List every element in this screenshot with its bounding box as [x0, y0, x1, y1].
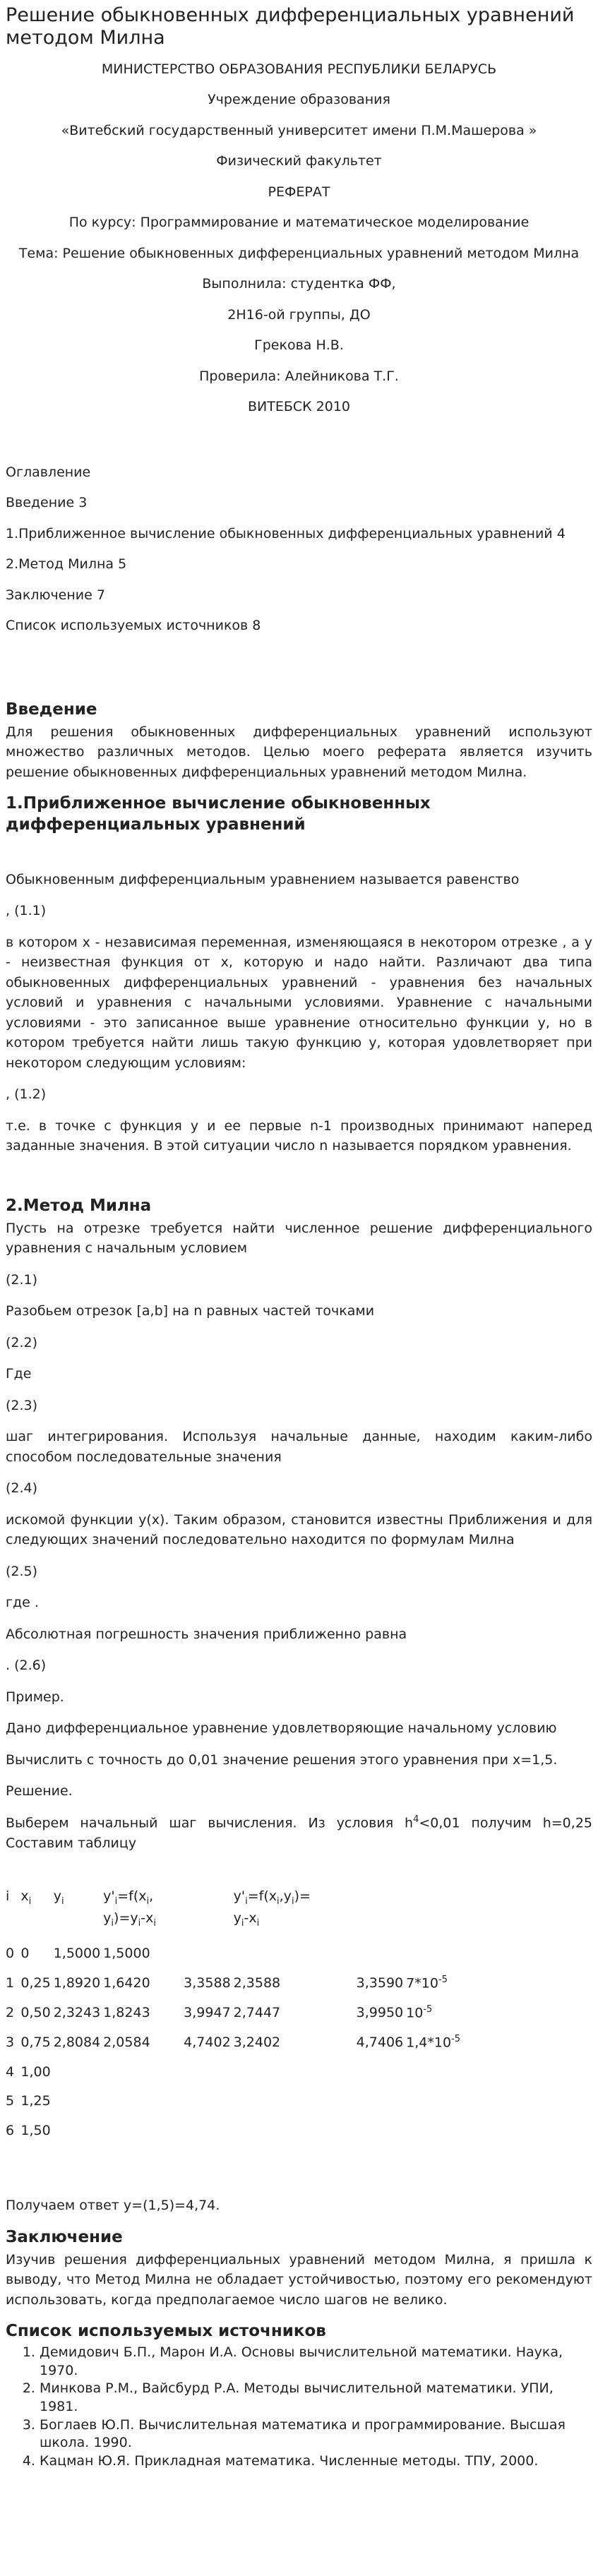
h3c-sub: i: [111, 1917, 114, 1929]
cell-c6: 3,9950: [356, 2004, 404, 2020]
chapter2-paragraph-4: шаг интегрирования. Используя начальные данные, находим каким-либо способом последовательные значения: [6, 1429, 592, 1465]
cell-y: 1,5000: [53, 1946, 101, 1962]
step-choice-text-a: Выберем начальный шаг вычисления. Из условия h: [6, 1815, 414, 1831]
header-x-sub: i: [28, 1895, 32, 1907]
chapter2-paragraph-1: Пусть на отрезке требуется найти численное решение дифференциального уравнения с начальным условием: [6, 1220, 592, 1257]
cell-i: 6: [6, 2122, 15, 2138]
sources-list: [6, 2344, 592, 2470]
header-empty-2: [321, 1887, 406, 1944]
cell-c4: 3,9947: [184, 2004, 231, 2020]
cell-c3: [103, 2092, 184, 2121]
header-derivative-1: [103, 1887, 184, 1944]
h3e-sub: i: [153, 1917, 156, 1929]
chapter1-heading: 1.Приближенное вычисление обыкновенных дифференциальных уравнений: [6, 794, 431, 834]
cell-c7: [406, 2092, 463, 2121]
cell-c4: [184, 1944, 233, 1974]
source-item: 2. Минкова Р.М., Вайсбурд Р.А. Методы вычислительной математики. УПИ, 1981.: [40, 2380, 592, 2416]
cell-y: 1,8920: [53, 1975, 101, 1991]
cell-c6: 4,7406: [356, 2034, 404, 2050]
chapter2-paragraph-7: Абсолютная погрешность значения приближенно равна: [6, 1626, 407, 1642]
cell-y: 2,8084: [53, 2034, 101, 2050]
h5e-sub: i: [241, 1917, 244, 1929]
formula-2-2: (2.2): [6, 1334, 38, 1350]
reviewer-line: Проверила: Алейникова Т.Г.: [199, 368, 399, 384]
header-y: [54, 1887, 103, 1944]
cell-c7-text: 7*10: [406, 1975, 438, 1991]
h5a-sub: i: [245, 1895, 248, 1907]
cell-i: 5: [6, 2093, 15, 2109]
solution-label: Решение.: [6, 1783, 73, 1799]
example-statement: Дано дифференциальное уравнение удовлетворяющие начальному условию: [6, 1720, 557, 1737]
cell-c5: [234, 2121, 321, 2151]
chapter2-paragraph-3: Где: [6, 1366, 32, 1382]
cell-x: 0,75: [20, 2034, 51, 2050]
header-x-text: x: [20, 1888, 29, 1905]
cell-c3: 1,5000: [103, 1946, 150, 1962]
cell-x: 0,50: [20, 2004, 51, 2020]
header-i-text: i: [6, 1888, 10, 1905]
cell-c5: 3,2402: [233, 2034, 281, 2050]
cell-y: 2,3243: [53, 2004, 101, 2020]
h5b-sub: i: [277, 1895, 280, 1907]
chapter2-paragraph-6: где .: [6, 1595, 39, 1611]
cell-i: 3: [6, 2034, 15, 2050]
institution-type-line: Учреждение образования: [208, 92, 390, 108]
cell-c3: 2,0584: [103, 2034, 150, 2050]
cell-x: 1,50: [20, 2122, 51, 2138]
cell-x: 1,00: [20, 2063, 51, 2080]
chapter1-paragraph-3: т.е. в точке с функция y и ее первые n-1 производных принимают наперед заданные значения. В этой ситуации число n называется порядком уравнения.: [6, 1118, 592, 1154]
table-of-contents: [6, 462, 592, 636]
formula-2-1: (2.1): [6, 1271, 38, 1288]
author-name-line: Грекова Н.В.: [254, 337, 344, 354]
h3a-sub: i: [114, 1895, 118, 1907]
cell-i: 0: [6, 1946, 15, 1962]
cell-c7-text: 1,4*10: [406, 2035, 452, 2051]
cell-c6: 3,3590: [356, 1975, 404, 1991]
source-item: 1. Демидович Б.П., Марон И.А. Основы вычислительной математики. Наука, 1970.: [40, 2344, 592, 2380]
cell-c7: [406, 1944, 463, 1974]
cell-i: 4: [6, 2063, 15, 2080]
header-y-text: y: [53, 1888, 61, 1905]
formula-1-1: , (1.1): [6, 903, 47, 919]
faculty-line: Физический факультет: [216, 153, 382, 169]
cell-c7: [406, 2033, 463, 2063]
cell-c7: [406, 2121, 463, 2151]
city-year-line: ВИТЕБСК 2010: [247, 399, 351, 415]
cell-c7-sup: -5: [423, 2003, 433, 2015]
cell-c7-text: 10: [406, 2005, 424, 2021]
cell-c3: 1,8243: [103, 2004, 150, 2020]
step-power: 4: [413, 1814, 419, 1825]
cell-c5: [234, 1944, 321, 1974]
table-row: [6, 2063, 463, 2092]
sources-heading: Список используемых источников: [6, 2322, 326, 2341]
cell-c5: [234, 2092, 321, 2121]
topic-line: Тема: Решение обыкновенных дифференциальных уравнений методом Милна: [18, 245, 580, 261]
toc-title: Оглавление: [6, 464, 91, 480]
h5a: y': [233, 1888, 246, 1905]
cell-c3: [103, 2121, 184, 2151]
h3a: y': [103, 1888, 115, 1905]
chapter1-paragraph-1: Обыкновенным дифференциальным уравнением называется равенство: [6, 871, 520, 887]
final-answer: Получаем ответ y=(1,5)=4,74.: [6, 2198, 220, 2214]
header-x: [20, 1887, 53, 1944]
chapter1-paragraph-2: в котором x - независимая переменная, изменяющаяся в некотором отрезке , а y - неизвестная функция от x, которую и надо найти. Различают два типа обыкновенных дифференциальных уравнений - уравнения без начальных условий и уравнения с начальными условиями. Уравнение с начальными условиями - это записанное выше уравнение относительно функции y, но в котором требуется найти лишь такую функцию y, которая удовлетворяет при некотором следующим условиям:: [6, 934, 592, 1071]
cell-c4: [184, 2063, 233, 2092]
h3b-sub: i: [146, 1895, 150, 1907]
cell-c5: 2,7447: [233, 2004, 281, 2020]
chapter2-heading: 2.Метод Милна: [6, 1196, 152, 1215]
cell-y: [54, 2063, 103, 2092]
h5c-sub: i: [291, 1895, 294, 1907]
step-choice-paragraph: [6, 1813, 592, 1853]
h5c: ,y: [279, 1888, 292, 1905]
cell-x: 0,25: [20, 1975, 51, 1991]
document-type-line: РЕФЕРАТ: [268, 184, 330, 200]
h5d: )=: [294, 1888, 311, 1905]
table-row: [6, 2033, 463, 2063]
cell-c7: [406, 1974, 463, 2003]
chapter2-paragraph-2: Разобьем отрезок [a,b] на n равных частей точками: [6, 1303, 375, 1319]
example-task: Вычислить с точность до 0,01 значение решения этого уравнения при x=1,5.: [6, 1751, 558, 1768]
university-line: «Витебский государственный университет имени П.М.Машерова »: [61, 122, 537, 138]
toc-item-conclusion: Заключение 7: [6, 587, 105, 603]
cell-c7: [406, 2063, 463, 2092]
source-item: 3. Боглаев Ю.П. Вычислительная математика и программирование. Высшая школа. 1990.: [40, 2416, 592, 2452]
toc-item-chapter1: 1.Приближенное вычисление обыкновенных дифференциальных уравнений 4: [6, 525, 566, 541]
toc-item-sources: Список используемых источников 8: [6, 618, 261, 634]
cell-c5: 2,3588: [233, 1975, 281, 1991]
intro-paragraph: Для решения обыкновенных дифференциальных уравнений используют множество различных методов. Целью моего реферата является изучить решение обыкновенных дифференциальных уравнений методом Милна.: [6, 724, 592, 780]
cell-c3: [103, 2063, 184, 2092]
table-row: [6, 2003, 463, 2033]
step-choice-text-b: <0,01 получим h=0,25 Составим таблицу: [6, 1815, 592, 1851]
cell-c4: 4,7402: [184, 2034, 231, 2050]
example-label: Пример.: [6, 1689, 64, 1705]
h3b: =f(x: [117, 1888, 147, 1905]
h5e: y: [233, 1910, 241, 1926]
cell-i: 2: [6, 2004, 15, 2020]
toc-item-chapter2: 2.Метод Милна 5: [6, 556, 127, 573]
formula-2-3: (2.3): [6, 1397, 38, 1413]
table-row: [6, 1974, 463, 2003]
table-row: [6, 2121, 463, 2151]
ministry-line: МИНИСТЕРСТВО ОБРАЗОВАНИЯ РЕСПУБЛИКИ БЕЛАРУСЬ: [101, 61, 497, 77]
cell-c3: 1,6420: [103, 1975, 150, 1991]
cell-y: [54, 2092, 103, 2121]
title-page: [6, 59, 592, 417]
formula-2-4: (2.4): [6, 1480, 38, 1497]
header-empty-1: [184, 1887, 233, 1944]
source-item: 4. Кацман Ю.Я. Прикладная математика. Численные методы. ТПУ, 2000.: [40, 2452, 592, 2471]
chapter2-paragraph-5: искомой функции y(x). Таким образом, становится известны Приближения и для следующих значений последовательно находится по формулам Милна: [6, 1511, 592, 1548]
formula-2-6: . (2.6): [6, 1658, 47, 1674]
h5f: -x: [244, 1910, 257, 1926]
cell-i: 1: [6, 1975, 15, 1991]
document-title: Решение обыкновенных дифференциальных уравнений методом Милна: [6, 4, 575, 49]
conclusion-paragraph: Изучив решения дифференциальных уравнений методом Милна, я пришла к выводу, что Метод Милна не обладает устойчивостью, поэтому его рекомендуют использовать, когда предполагаемое число шагов не велико.: [6, 2251, 592, 2308]
cell-c4: [184, 2092, 233, 2121]
intro-heading: Введение: [6, 700, 97, 719]
cell-c6: [321, 2121, 406, 2151]
cell-c6: [321, 1944, 406, 1974]
h3e: -x: [140, 1910, 154, 1926]
author-line: Выполнила: студентка ФФ,: [202, 276, 396, 292]
cell-c5: [234, 2063, 321, 2092]
cell-x: 1,25: [20, 2093, 51, 2109]
table-row: [6, 1944, 463, 1974]
bottom-space: [6, 2470, 592, 2576]
cell-c7-sup: -5: [451, 2033, 461, 2044]
h3c: , y: [103, 1888, 154, 1926]
table-header-row: [6, 1887, 463, 1944]
h3d: )=y: [114, 1910, 138, 1926]
formula-1-2: , (1.2): [6, 1086, 47, 1103]
table-row: [6, 2092, 463, 2121]
header-i: [6, 1887, 20, 1944]
h5f-sub: i: [256, 1917, 260, 1929]
header-empty-3: [406, 1887, 463, 1944]
cell-c4: 3,3588: [184, 1975, 231, 1991]
h5b: =f(x: [247, 1888, 277, 1905]
cell-x: 0: [20, 1946, 30, 1962]
formula-2-5: (2.5): [6, 1563, 38, 1579]
header-derivative-2: [234, 1887, 321, 1944]
document-page: [0, 4, 598, 2576]
course-line: По курсу: Программирование и математическое моделирование: [68, 215, 530, 231]
toc-item-intro: Введение 3: [6, 495, 88, 511]
header-y-sub: i: [61, 1895, 64, 1907]
cell-c4: [184, 2121, 233, 2151]
h3d-sub: i: [138, 1917, 141, 1929]
cell-c6: [321, 2063, 406, 2092]
cell-c7: [406, 2003, 463, 2033]
cell-c6: [321, 2092, 406, 2121]
milne-calculation-table: [6, 1887, 463, 2150]
cell-c7-sup: -5: [438, 1974, 448, 1985]
cell-y: [54, 2121, 103, 2151]
conclusion-heading: Заключение: [6, 2227, 123, 2246]
group-line: 2Н16-ой группы, ДО: [227, 306, 371, 323]
